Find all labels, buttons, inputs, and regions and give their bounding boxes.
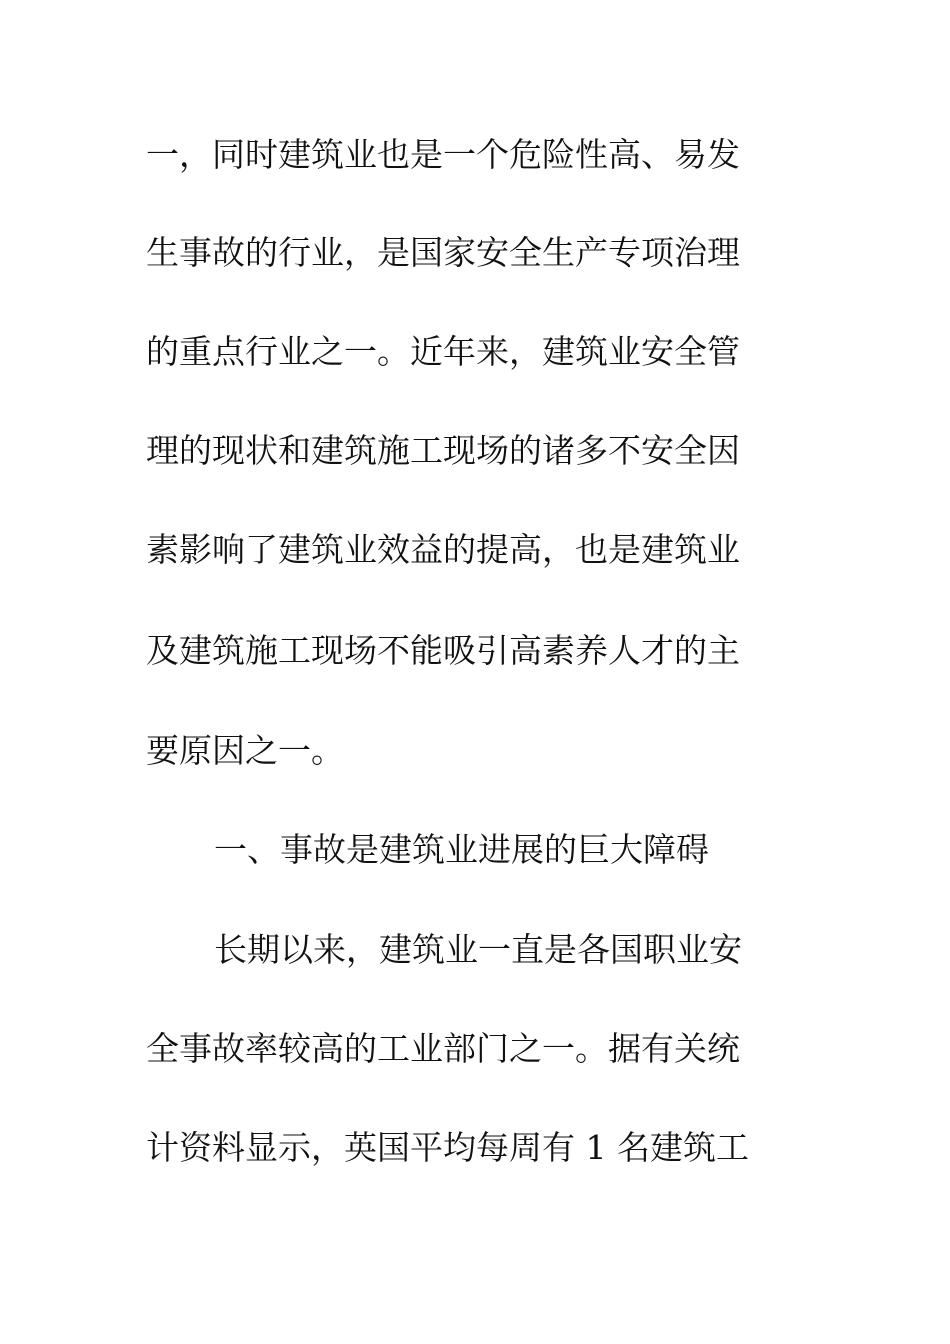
paragraph-line: 一，同时建筑业也是一个危险性高、易发: [146, 135, 740, 174]
paragraph-line: 生事故的行业，是国家安全生产专项治理: [146, 233, 740, 272]
paragraph-line: 要原因之一。: [146, 731, 344, 770]
paragraph-line: 理的现状和建筑施工现场的诸多不安全因: [146, 431, 740, 470]
paragraph-line: 计资料显示，英国平均每周有 1 名建筑工: [146, 1128, 749, 1167]
section-heading: 一、事故是建筑业进展的巨大障碍: [214, 830, 709, 869]
paragraph-line: 素影响了建筑业效益的提高，也是建筑业: [146, 530, 740, 569]
paragraph-line: 全事故率较高的工业部门之一。据有关统: [146, 1029, 740, 1068]
paragraph-line: 及建筑施工现场不能吸引高素养人才的主: [146, 631, 740, 670]
paragraph-line: 的重点行业之一。近年来，建筑业安全管: [146, 332, 740, 371]
paragraph-line: 长期以来，建筑业一直是各国职业安: [214, 930, 742, 969]
